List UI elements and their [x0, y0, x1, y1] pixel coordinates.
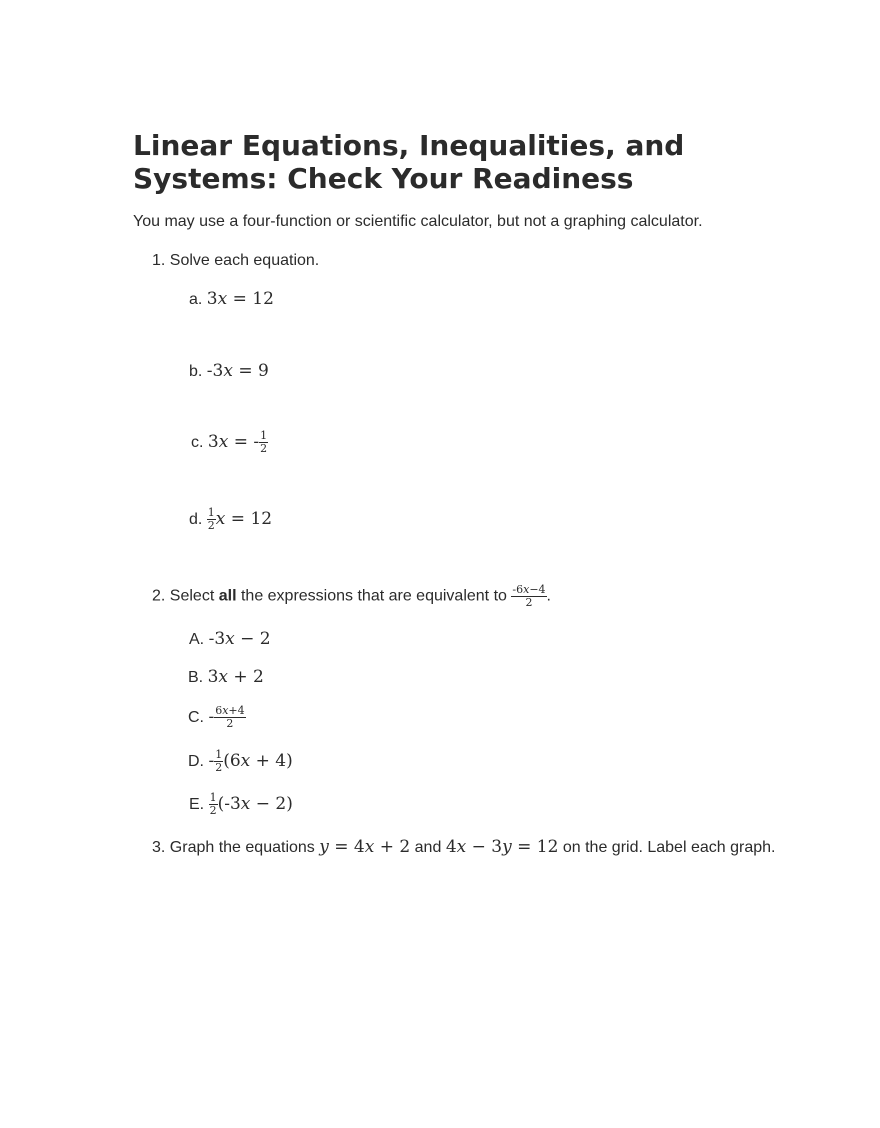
question-3-prompt-end: on the grid. Label each graph.: [562, 839, 776, 856]
part-label: a.: [189, 291, 203, 308]
question-3-prompt-and: and: [414, 839, 442, 856]
question-3-prompt-start: Graph the equations: [169, 839, 315, 856]
question-1-prompt: Solve each equation.: [169, 252, 320, 269]
question-2-option-d: [188, 749, 293, 774]
question-1-number: 1.: [152, 252, 166, 269]
option-label: C.: [188, 709, 204, 726]
question-1-part-d: [189, 507, 272, 532]
option-label: E.: [189, 796, 205, 813]
option-label: B.: [188, 669, 204, 686]
question-1-part-b: [189, 361, 269, 381]
question-2-prompt-start: Select: [169, 587, 215, 605]
question-2-number: 2.: [152, 587, 166, 605]
question-3: [152, 837, 775, 857]
question-1-part-a: [189, 289, 274, 309]
equation: $\frac{1}{2}$ x = 12: [207, 506, 273, 532]
equation: 3x = 12: [206, 289, 274, 309]
question-3-number: 3.: [152, 839, 166, 856]
question-2: 2. Select all the expressions that are equivalent to $\frac{-6x-4}{2}$ .: [152, 583, 551, 609]
expression: - $\frac{6x+4}{2}$: [208, 704, 245, 730]
option-label: A.: [189, 631, 205, 648]
question-2-prompt-end: the expressions that are equivalent to: [240, 587, 507, 605]
question-2-option-e: [189, 792, 293, 817]
question-2-prompt-emphasis: all: [218, 587, 237, 605]
question-2-option-a: [189, 629, 271, 649]
equation-1: y = 4x + 2: [319, 837, 411, 857]
question-2-option-c: [188, 705, 246, 730]
part-label: d.: [189, 511, 203, 528]
part-label: b.: [189, 363, 203, 380]
equation: -3x = 9: [206, 361, 269, 381]
part-label: c.: [191, 434, 204, 451]
expression: 3x + 2: [207, 667, 264, 687]
page-title: Linear Equations, Inequalities, and Systems: Check Your Readiness: [133, 129, 685, 195]
intro-text: You may use a four-function or scientific calculator, but not a graphing calculator.: [133, 213, 703, 230]
question-1-part-c: [191, 430, 268, 455]
target-expression: $\frac{-6x-4}{2}$: [512, 583, 546, 609]
expression: $\frac{1}{2}$ (-3x − 2): [209, 791, 293, 817]
question-2-option-b: [188, 667, 264, 687]
expression: -3x − 2: [208, 629, 271, 649]
option-label: D.: [188, 753, 204, 770]
equation: 3x = - $\frac{1}{2}$: [207, 429, 268, 455]
expression: - $\frac{1}{2}$ (6x + 4): [208, 748, 293, 774]
equation-2: 4x − 3y = 12: [445, 837, 559, 857]
question-1: [152, 252, 319, 270]
